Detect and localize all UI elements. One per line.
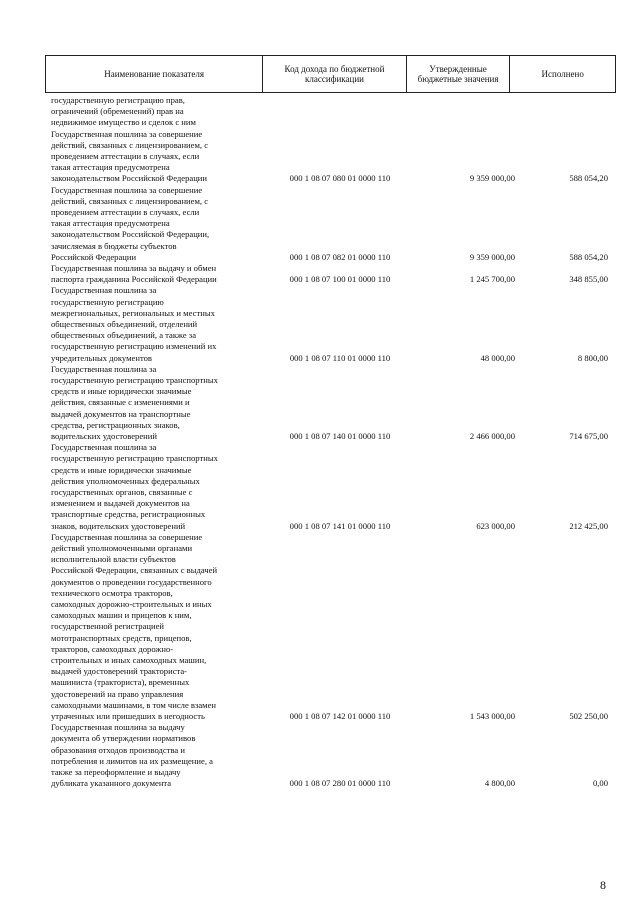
description-line: строительных и иных самоходных машин,: [51, 655, 207, 666]
description-line: образования отходов производства и: [51, 744, 185, 755]
description-line: потребления и лимитов на их размещение, а: [51, 755, 213, 766]
row-income-code: 000 1 08 07 080 01 0000 110: [289, 173, 391, 184]
row-executed-value: 212 425,00: [569, 520, 608, 531]
description-line: государственную регистрацию транспортных: [51, 453, 218, 464]
description-line: тракторов, самоходных дорожно-: [51, 643, 174, 654]
description-line: знаков, водительских удостоверений: [51, 520, 186, 531]
table-row: [45, 442, 616, 532]
description-line: транспортные средства, регистрационных: [51, 509, 206, 520]
row-income-code: 000 1 08 07 110 01 0000 110: [289, 352, 391, 363]
description-line: машиниста (тракториста), временных: [51, 677, 190, 688]
description-line: Государственная пошлина за совершение: [51, 128, 203, 139]
description-line: Государственная пошлина за: [51, 363, 157, 374]
description-line: законодательством Российской Федерации: [51, 173, 208, 184]
description-line: недвижимое имущество и сделок с ним: [51, 117, 196, 128]
description-line: дубликата указанного документа: [51, 778, 172, 789]
page-number: 8: [600, 878, 606, 892]
description-line: также за переоформление и выдачу: [51, 767, 181, 777]
description-line: государственную регистрацию изменений их: [51, 341, 217, 352]
row-description: [51, 185, 271, 263]
description-line: Государственная пошлина за совершение: [51, 184, 203, 195]
description-line: действия, связанные с изменениями и: [51, 397, 190, 408]
row-approved-value: 9 359 000,00: [469, 173, 515, 184]
row-description: [51, 364, 271, 442]
header-approved-values: Утвержденные бюджетные значения: [407, 56, 511, 92]
description-line: технического осмотра тракторов,: [51, 587, 173, 598]
description-line: действия уполномоченных федеральных: [51, 475, 200, 486]
description-line: общественных объединений, а также за: [51, 330, 197, 341]
description-line: изменением и выдачей документов на: [51, 498, 190, 509]
row-income-code: 000 1 08 07 100 01 0000 110: [289, 274, 391, 285]
description-line: такая аттестация предусмотрена: [51, 218, 170, 229]
description-line: зачисляемая в бюджеты субъектов: [51, 240, 177, 251]
table-row: [45, 722, 616, 789]
table-row: [45, 129, 616, 185]
description-line: самоходных машин и прицепов к ним,: [51, 610, 192, 621]
row-executed-value: 8 800,00: [577, 352, 608, 363]
description-line: законодательством Российской Федерации,: [51, 229, 210, 240]
description-line: утраченных или пришедших в негодность: [51, 711, 205, 722]
row-description: [51, 722, 271, 789]
description-line: Российской Федерации, связанных с выдачей: [51, 565, 218, 576]
row-executed-value: 502 250,00: [569, 710, 608, 721]
description-line: водительских удостоверений: [51, 431, 157, 442]
description-line: Государственная пошлина за совершение: [51, 531, 203, 542]
row-description: [51, 95, 271, 129]
row-description: [51, 129, 271, 185]
description-line: средств и иные юридически значимые: [51, 464, 192, 475]
description-line: Государственная пошлина за выдачу: [51, 722, 185, 733]
description-line: средства, регистрационных знаков,: [51, 419, 180, 430]
description-line: государственных органов, связанные с: [51, 487, 193, 497]
description-line: Государственная пошлина за выдачу и обмен: [51, 263, 217, 273]
description-line: ограничений (обременений) прав на: [51, 106, 184, 117]
row-executed-value: 0,00: [592, 778, 608, 789]
table-row: [45, 95, 616, 129]
table-header: [45, 55, 616, 93]
row-approved-value: 48 000,00: [480, 352, 515, 363]
row-approved-value: 9 359 000,00: [469, 251, 515, 262]
row-description: [51, 285, 271, 363]
description-line: средств и иные юридически значимые: [51, 386, 192, 397]
description-line: действий, связанных с лицензированием, с: [51, 139, 209, 150]
description-line: документа об утверждении нормативов: [51, 733, 196, 744]
header-executed: Исполнено: [541, 69, 584, 79]
header-income-code: Код дохода по бюджетной классификации: [263, 56, 407, 92]
description-line: проведением аттестации в случаях, если: [51, 151, 200, 161]
table-row: [45, 364, 616, 442]
row-approved-value: 1 543 000,00: [469, 710, 515, 721]
description-line: действий уполномоченными органами: [51, 543, 193, 553]
row-description: [51, 263, 271, 285]
description-line: государственную регистрацию прав,: [51, 95, 185, 105]
table-row: [45, 263, 616, 285]
description-line: документов о проведении государственного: [51, 576, 212, 587]
description-line: действий, связанных с лицензированием, с: [51, 195, 209, 206]
row-approved-value: 2 466 000,00: [469, 430, 515, 441]
description-line: такая аттестация предусмотрена: [51, 162, 170, 173]
row-approved-value: 4 800,00: [484, 778, 515, 789]
description-line: государственную регистрацию: [51, 296, 164, 307]
description-line: Государственная пошлина за: [51, 285, 157, 296]
row-income-code: 000 1 08 07 140 01 0000 110: [289, 430, 391, 441]
row-executed-value: 588 054,20: [569, 173, 608, 184]
table-row: [45, 532, 616, 722]
header-indicator-name: Наименование показателя: [46, 56, 263, 92]
description-line: проведением аттестации в случаях, если: [51, 207, 200, 217]
row-approved-value: 623 000,00: [476, 520, 515, 531]
description-line: государственной регистрацией: [51, 621, 165, 632]
row-approved-value: 1 245 700,00: [469, 274, 515, 285]
description-line: общественных объединений, отделений: [51, 319, 198, 329]
row-income-code: 000 1 08 07 280 01 0000 110: [289, 778, 391, 789]
description-line: Российской Федерации: [51, 251, 137, 262]
description-line: мототранспортных средств, прицепов,: [51, 632, 192, 643]
description-line: межрегиональных, региональных и местных: [51, 307, 215, 318]
description-line: исполнительной власти субъектов: [51, 554, 176, 565]
row-income-code: 000 1 08 07 142 01 0000 110: [289, 710, 391, 721]
description-line: Государственная пошлина за: [51, 442, 157, 453]
description-line: государственную регистрацию транспортных: [51, 375, 218, 385]
table-row: [45, 285, 616, 363]
row-income-code: 000 1 08 07 082 01 0000 110: [289, 251, 391, 262]
description-line: выдачей документов на транспортные: [51, 408, 191, 419]
row-description: [51, 532, 271, 722]
row-executed-value: 714 675,00: [569, 430, 608, 441]
description-line: паспорта гражданина Российской Федерации: [51, 274, 217, 285]
description-line: удостоверений на право управления: [51, 688, 184, 699]
row-income-code: 000 1 08 07 141 01 0000 110: [289, 520, 391, 531]
description-line: самоходными машинами, в том числе взамен: [51, 699, 217, 710]
row-executed-value: 588 054,20: [569, 251, 608, 262]
row-executed-value: 348 855,00: [569, 274, 608, 285]
description-line: учредительных документов: [51, 352, 152, 363]
row-description: [51, 442, 271, 532]
description-line: выдачей удостоверений тракториста-: [51, 666, 188, 677]
description-line: самоходных дорожно-строительных и иных: [51, 599, 212, 610]
table-row: [45, 185, 616, 263]
